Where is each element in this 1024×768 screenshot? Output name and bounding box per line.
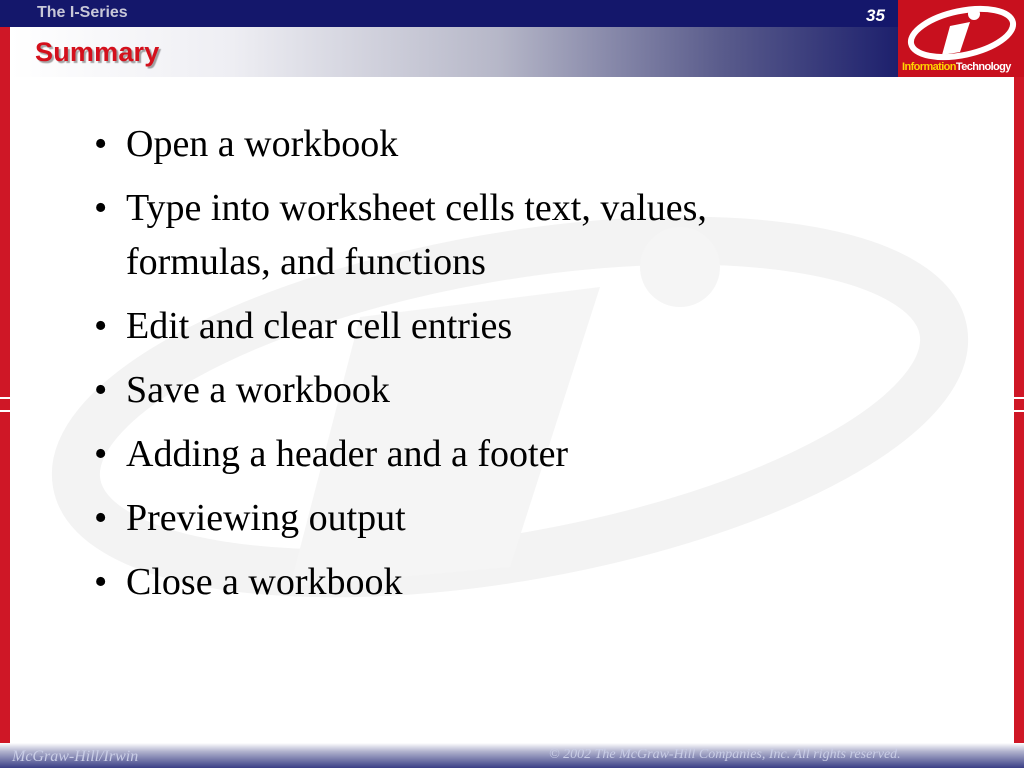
information-technology-logo [898,0,1024,77]
it-logo-icon [898,0,1024,62]
publisher-label: McGraw-Hill/Irwin [12,748,139,765]
list-item: • Save a workbook [94,369,390,411]
list-item: • Edit and clear cell entries [94,305,513,347]
slide-title: Summary [35,37,160,67]
rail-marker [1014,397,1024,399]
list-item: • Close a workbook [94,561,403,603]
title-bar [10,27,898,77]
list-item: • Type into worksheet cells text, values, formulas, and functions [94,187,707,283]
logo-text: InformationTechnology [902,61,1011,73]
rail-marker [1014,410,1024,412]
copyright-notice: © 2002 The McGraw-Hill Companies, Inc. All rights reserved. [549,747,901,762]
list-item: • Open a workbook [94,123,399,165]
bullet-list [90,117,850,619]
list-item: • Previewing output [94,497,406,539]
rail-marker [0,397,10,399]
left-rail [0,27,10,743]
series-label: The I-Series [37,4,128,21]
rail-marker [0,410,10,412]
top-band [0,0,1024,27]
slide-number: 35 [866,6,885,25]
footer-band [0,743,1024,768]
slide-content [10,77,1014,743]
list-item: • Adding a header and a footer [94,433,569,475]
